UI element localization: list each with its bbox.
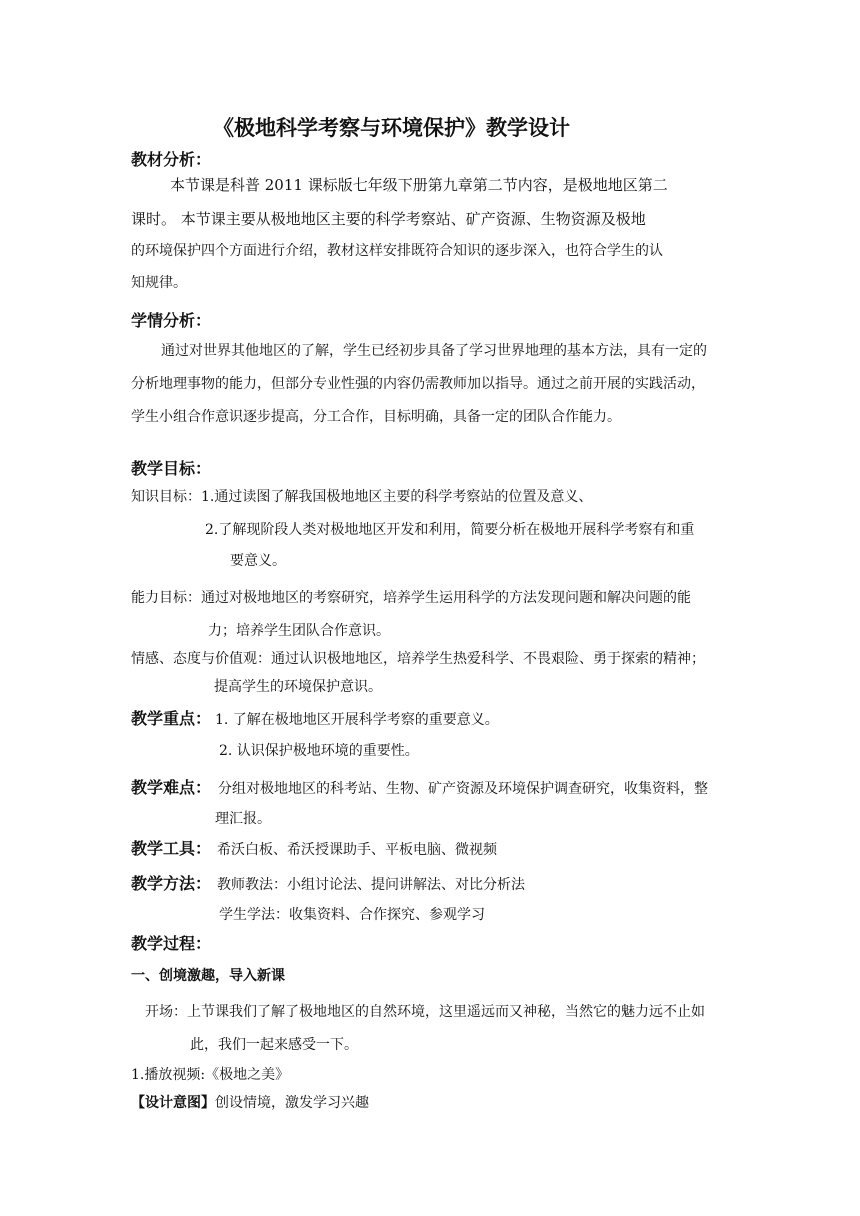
tools-heading: 教学工具：	[131, 839, 212, 858]
difficulty-line: 分组对极地地区的科考站、生物、矿产资源及环境保护调查研究，收集资料，整	[218, 781, 708, 797]
process-intro-line: 开场：上节课我们了解了极地地区的自然环境，这里遥远而又神秘，当然它的魅力远不止如	[145, 1004, 705, 1020]
design-intent-label: 【设计意图】	[131, 1095, 215, 1111]
knowledge-goal-line: 知识目标：1.通过读图了解我国极地地区主要的科学考察站的位置及意义、	[131, 489, 593, 505]
design-intent-line	[131, 1093, 369, 1113]
learner-line: 通过对世界其他地区的了解，学生已经初步具备了学习世界地理的基本方法，具有一定的	[161, 343, 707, 359]
key-point-item: 2. 认识保护极地环境的重要性。	[219, 743, 419, 759]
process-item: 1.播放视频:《极地之美》	[131, 1067, 290, 1083]
difficulty-line: 理汇报。	[215, 811, 271, 827]
teacher-method-text: 教师教法：小组讨论法、提问讲解法、对比分析法	[217, 877, 525, 893]
ability-goal-line: 力；培养学生团队合作意识。	[208, 623, 390, 639]
learner-line: 学生小组合作意识逐步提高，分工合作，目标明确，具备一定的团队合作能力。	[131, 409, 621, 425]
student-method-text: 学生学法：收集资料、合作探究、参观学习	[219, 907, 485, 923]
process-step-title: 一、创境激趣，导入新课	[131, 968, 285, 984]
knowledge-goal-line: 2.了解现阶段人类对极地地区开发和利用，简要分析在极地开展科学考察有和重	[205, 522, 695, 538]
methods-heading: 教学方法：	[131, 874, 212, 893]
document-title: 《极地科学考察与环境保护》教学设计	[213, 115, 570, 140]
learner-line: 分析地理事物的能力，但部分专业性强的内容仍需教师加以指导。通过之前开展的实践活动，	[131, 376, 705, 392]
textbook-line: 课时。 本节课主要从极地地区主要的科学考察站、矿产资源、生物资源及极地	[131, 210, 646, 228]
knowledge-goal-line: 要意义。	[230, 553, 286, 569]
process-intro-line: 此，我们一起来感受一下。	[190, 1037, 358, 1053]
difficulties-heading: 教学难点：	[131, 778, 212, 797]
emotion-goal-line: 情感、态度与价值观：通过认识极地地区，培养学生热爱科学、不畏艰险、勇于探索的精神；	[131, 651, 705, 667]
process-heading: 教学过程：	[131, 934, 212, 953]
textbook-line: 的环境保护四个方面进行介绍，教材这样安排既符合知识的逐步深入，也符合学生的认	[131, 243, 663, 259]
key-points-heading: 教学重点：	[131, 709, 212, 728]
key-point-item: 1. 了解在极地地区开展科学考察的重要意义。	[215, 712, 499, 728]
teaching-goals-heading: 教学目标：	[131, 459, 212, 478]
textbook-line: 知规律。	[131, 275, 187, 291]
textbook-line: 本节课是科普 2011 课标版七年级下册第九章第二节内容，是极地地区第二	[170, 176, 668, 194]
textbook-analysis-heading: 教材分析：	[131, 150, 212, 169]
ability-goal-line: 能力目标：通过对极地地区的考察研究，培养学生运用科学的方法发现问题和解决问题的能	[131, 590, 691, 606]
tools-text: 希沃白板、希沃授课助手、平板电脑、微视频	[217, 842, 497, 858]
emotion-goal-line: 提高学生的环境保护意识。	[214, 679, 382, 695]
design-intent-text: 创设情境，激发学习兴趣	[215, 1095, 369, 1111]
learner-analysis-heading: 学情分析：	[131, 311, 212, 330]
